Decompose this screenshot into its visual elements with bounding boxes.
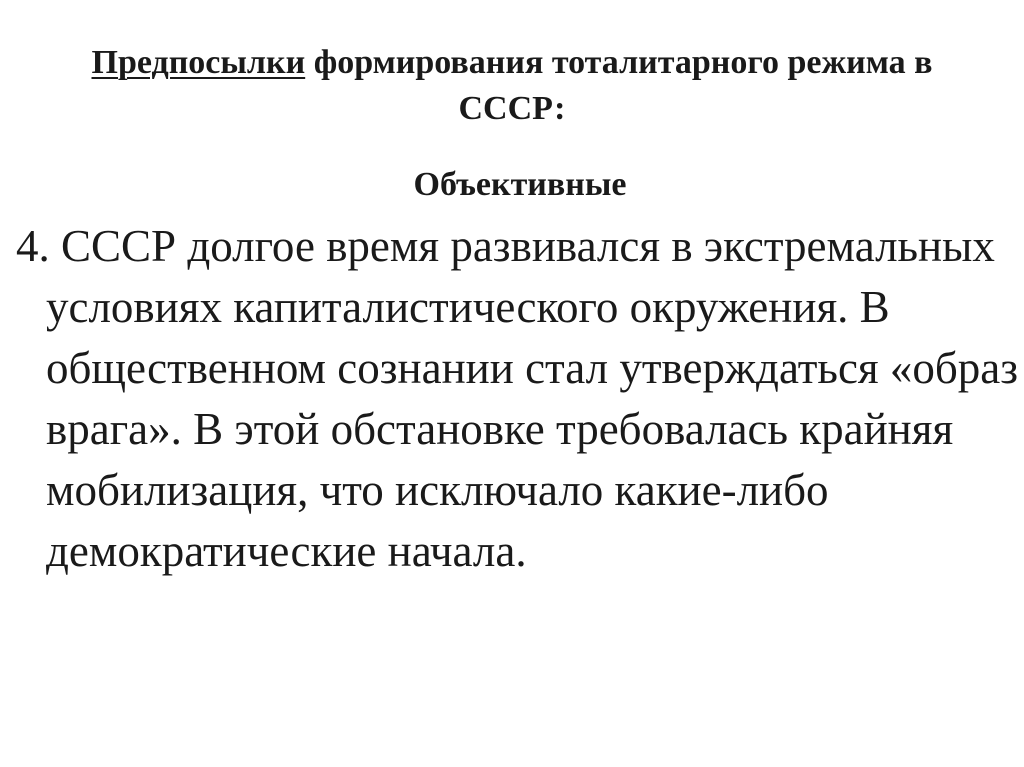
slide-subtitle: Объективные [413,166,627,203]
title-underlined-word: Предпосылки [91,44,306,81]
slide-title [60,40,964,132]
title-rest: формирования тоталитарного режима в СССР: [305,44,933,127]
body-paragraph: 4. СССР долгое время развивался в экстремальных условиях капиталистического окружения. В общественном сознании стал утверждаться «образ врага». В этой обстановке требовалась крайняя мобилизация, что исключало какие-либо демократические начала. [16,221,1019,576]
